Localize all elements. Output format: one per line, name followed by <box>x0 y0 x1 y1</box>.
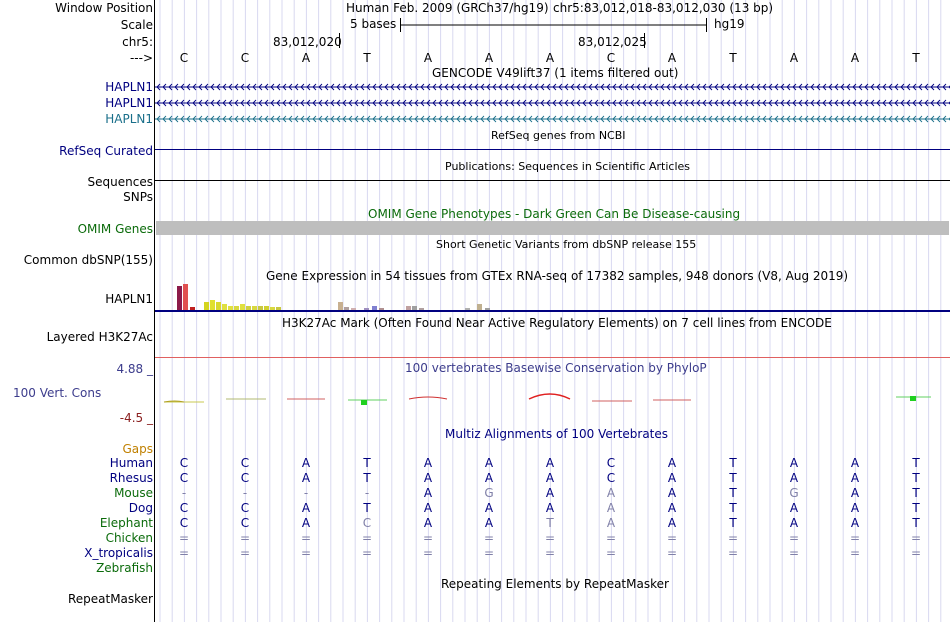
alignment-base: T <box>363 471 371 485</box>
alignment-base: A <box>423 471 433 485</box>
alignment-base: A <box>545 486 555 500</box>
label-repeatmasker[interactable]: RepeatMasker <box>67 592 153 606</box>
alignment-base: = <box>788 546 800 560</box>
alignment-base: = <box>910 531 922 545</box>
alignment-base: C <box>240 501 250 515</box>
gtex-bar[interactable] <box>258 306 263 310</box>
alignment-base: = <box>605 546 617 560</box>
alignment-base: = <box>239 531 251 545</box>
alignment-base: A <box>667 486 677 500</box>
reference-base: A <box>484 51 494 65</box>
alignment-base: C <box>179 516 189 530</box>
gtex-track[interactable] <box>155 280 950 314</box>
alignment-base: A <box>423 486 433 500</box>
alignment-base: - <box>303 486 309 500</box>
reference-base: A <box>545 51 555 65</box>
label-sequences[interactable]: Sequences <box>87 175 153 189</box>
gtex-bar[interactable] <box>240 304 245 310</box>
assembly-text: Human Feb. 2009 (GRCh37/hg19) <box>346 1 549 15</box>
alignment-base: A <box>606 516 616 530</box>
gtex-bar[interactable] <box>270 307 275 310</box>
alignment-base: A <box>301 456 311 470</box>
omim-track-bar[interactable] <box>156 221 949 235</box>
alignment-base: A <box>667 471 677 485</box>
alignment-base: T <box>729 501 737 515</box>
gtex-bar[interactable] <box>177 286 182 310</box>
h3k27ac-track[interactable] <box>155 356 950 359</box>
gtex-bar[interactable] <box>183 284 188 310</box>
gtex-bar[interactable] <box>216 302 221 310</box>
ruler-pos-right: 83,012,025 <box>578 35 647 49</box>
species-label[interactable]: Chicken <box>105 531 153 545</box>
title-gencode: GENCODE V49lift37 (1 items filtered out) <box>432 66 679 80</box>
alignment-base: T <box>912 516 920 530</box>
ruler-tick-left <box>338 33 342 49</box>
alignment-base: A <box>850 516 860 530</box>
alignment-base: A <box>850 501 860 515</box>
alignment-base: = <box>483 531 495 545</box>
alignment-base: = <box>544 546 556 560</box>
alignment-base: A <box>850 486 860 500</box>
alignment-base: C <box>606 456 616 470</box>
alignment-base: A <box>850 471 860 485</box>
alignment-base: = <box>727 531 739 545</box>
reference-base: T <box>912 51 920 65</box>
reference-base: C <box>606 51 616 65</box>
label-dbsnp[interactable]: Common dbSNP(155) <box>23 253 153 267</box>
reference-base: C <box>240 51 250 65</box>
label-gaps[interactable]: Gaps <box>122 442 153 456</box>
cons-min-label: -4.5 _ <box>119 411 153 425</box>
title-refseq: RefSeq genes from NCBI <box>491 129 626 142</box>
alignment-base: = <box>666 531 678 545</box>
alignment-base: = <box>788 531 800 545</box>
ruler-pos-left: 83,012,020 <box>273 35 342 49</box>
gtex-bar[interactable] <box>252 306 257 310</box>
gtex-bar[interactable] <box>364 308 369 310</box>
alignment-base: A <box>423 501 433 515</box>
gtex-bar[interactable] <box>190 307 195 310</box>
alignment-base: T <box>546 516 554 530</box>
gtex-bar[interactable] <box>412 306 417 310</box>
gtex-bar[interactable] <box>344 307 349 310</box>
gtex-bar[interactable] <box>465 308 470 310</box>
alignment-base: A <box>301 471 311 485</box>
alignment-base: A <box>606 486 616 500</box>
alignment-base: - <box>242 486 248 500</box>
label-gtex[interactable]: HAPLN1 <box>105 292 153 306</box>
label-snps[interactable]: SNPs <box>123 190 153 204</box>
alignment-base: A <box>301 516 311 530</box>
gtex-bar[interactable] <box>372 306 377 310</box>
alignment-base: A <box>789 516 799 530</box>
alignment-base: A <box>667 456 677 470</box>
alignment-base: = <box>422 531 434 545</box>
alignment-base: T <box>912 471 920 485</box>
reference-base: A <box>789 51 799 65</box>
alignment-base: C <box>240 516 250 530</box>
gtex-bar[interactable] <box>351 308 356 310</box>
alignment-base: A <box>301 501 311 515</box>
alignment-base: = <box>239 546 251 560</box>
gtex-bar[interactable] <box>276 307 281 310</box>
alignment-base: = <box>178 531 190 545</box>
alignment-base: = <box>178 546 190 560</box>
gtex-bar[interactable] <box>477 304 482 310</box>
alignment-base: T <box>363 501 371 515</box>
species-label[interactable]: Zebrafish <box>96 561 153 575</box>
label-h3k27ac[interactable]: Layered H3K27Ac <box>46 330 153 344</box>
alignment-base: C <box>240 456 250 470</box>
alignment-base: A <box>484 456 494 470</box>
alignment-base: A <box>667 516 677 530</box>
alignment-base: = <box>422 546 434 560</box>
alignment-base: T <box>912 456 920 470</box>
position-text: chr5:83,012,018-83,012,030 (13 bp) <box>553 1 774 15</box>
alignment-base: T <box>363 456 371 470</box>
alignment-base: = <box>666 546 678 560</box>
alignment-base: = <box>361 531 373 545</box>
alignment-base: A <box>545 456 555 470</box>
gtex-bar[interactable] <box>222 304 227 310</box>
alignment-base: = <box>849 546 861 560</box>
gtex-bar[interactable] <box>419 308 424 310</box>
alignment-base: C <box>179 471 189 485</box>
alignment-base: = <box>605 531 617 545</box>
alignment-base: C <box>606 471 616 485</box>
alignment-base: A <box>484 471 494 485</box>
label-hapln1-a[interactable]: HAPLN1 <box>105 80 153 94</box>
title-cons: 100 vertebrates Basewise Conservation by PhyloP <box>405 361 707 375</box>
gtex-bar[interactable] <box>406 306 411 310</box>
reference-base: A <box>667 51 677 65</box>
alignment-base: C <box>179 456 189 470</box>
alignment-base: = <box>483 546 495 560</box>
cons-track[interactable] <box>155 380 950 420</box>
alignment-base: A <box>423 516 433 530</box>
title-h3k27ac: H3K27Ac Mark (Often Found Near Active Regulatory Elements) on 7 cell lines from ENCODE <box>282 316 832 330</box>
alignment-base: - <box>181 486 187 500</box>
alignment-base: A <box>789 456 799 470</box>
label-hapln1-b[interactable]: HAPLN1 <box>105 96 153 110</box>
alignment-base: = <box>361 546 373 560</box>
label-scale: Scale <box>120 18 153 32</box>
alignment-base: A <box>606 501 616 515</box>
alignment-base: A <box>484 516 494 530</box>
alignment-base: G <box>484 486 494 500</box>
alignment-base: = <box>727 546 739 560</box>
alignment-base: A <box>667 501 677 515</box>
reference-base: A <box>301 51 311 65</box>
title-gtex: Gene Expression in 54 tissues from GTEx RNA-seq of 17382 samples, 948 donors (V8, Aug 2019) <box>266 269 849 283</box>
title-omim: OMIM Gene Phenotypes - Dark Green Can Be Disease-causing <box>368 207 741 221</box>
alignment-base: = <box>300 531 312 545</box>
alignment-base: T <box>912 486 920 500</box>
alignment-base: = <box>544 531 556 545</box>
label-refseq[interactable]: RefSeq Curated <box>59 144 153 158</box>
alignment-base: C <box>362 516 372 530</box>
label-omim[interactable]: OMIM Genes <box>77 222 153 236</box>
alignment-base: A <box>423 456 433 470</box>
gtex-bar[interactable] <box>228 306 233 310</box>
scale-bar <box>398 16 710 34</box>
alignment-base: A <box>850 456 860 470</box>
gtex-bar[interactable] <box>204 302 209 310</box>
alignment-base: T <box>912 501 920 515</box>
alignment-base: T <box>729 486 737 500</box>
alignment-base: T <box>729 471 737 485</box>
alignment-base: = <box>910 546 922 560</box>
label-cons[interactable]: 100 Vert. Cons <box>13 386 102 400</box>
scale-text: 5 bases <box>350 17 397 31</box>
alignment-base: = <box>300 546 312 560</box>
label-window-position: Window Position <box>55 1 153 15</box>
alignment-base: - <box>364 486 370 500</box>
alignment-base: A <box>545 501 555 515</box>
alignment-base: G <box>789 486 799 500</box>
ruler-tick-right <box>643 33 647 49</box>
label-hapln1-c[interactable]: HAPLN1 <box>105 112 153 126</box>
alignment-base: C <box>179 501 189 515</box>
label-strand: ---> <box>129 51 153 65</box>
alignment-base: A <box>789 471 799 485</box>
gtex-bar[interactable] <box>338 302 343 310</box>
refseq-track[interactable] <box>155 148 950 152</box>
gencode-track[interactable] <box>155 80 950 128</box>
pubs-track[interactable] <box>155 179 950 183</box>
species-label[interactable]: X_tropicalis <box>84 546 153 560</box>
gtex-bar[interactable] <box>234 306 239 310</box>
gtex-bar[interactable] <box>264 306 269 310</box>
scale-db: hg19 <box>714 17 745 31</box>
species-label[interactable]: Mouse <box>114 486 153 500</box>
gtex-bar[interactable] <box>246 306 251 310</box>
alignment-base: A <box>484 501 494 515</box>
reference-base: T <box>363 51 371 65</box>
gtex-bar[interactable] <box>485 308 490 310</box>
species-label[interactable]: Elephant <box>99 516 153 530</box>
gtex-bar[interactable] <box>210 300 215 310</box>
alignment-base: C <box>240 471 250 485</box>
species-label[interactable]: Rhesus <box>109 471 153 485</box>
alignment-base: = <box>849 531 861 545</box>
cons-max-label: 4.88 _ <box>116 362 153 376</box>
reference-base: A <box>423 51 433 65</box>
gtex-bar[interactable] <box>379 308 384 310</box>
alignment-base: A <box>545 471 555 485</box>
label-chr: chr5: <box>122 35 153 49</box>
alignment-base: A <box>789 501 799 515</box>
title-multiz: Multiz Alignments of 100 Vertebrates <box>445 427 669 441</box>
alignment-base: T <box>729 456 737 470</box>
title-dbsnp: Short Genetic Variants from dbSNP release 155 <box>436 238 697 251</box>
alignment-base: T <box>729 516 737 530</box>
title-pubs: Publications: Sequences in Scientific Articles <box>445 160 690 173</box>
reference-base: T <box>729 51 737 65</box>
title-repeat: Repeating Elements by RepeatMasker <box>441 577 669 591</box>
reference-base: C <box>179 51 189 65</box>
species-label[interactable]: Dog <box>128 501 153 515</box>
reference-base: A <box>850 51 860 65</box>
species-label[interactable]: Human <box>109 456 153 470</box>
